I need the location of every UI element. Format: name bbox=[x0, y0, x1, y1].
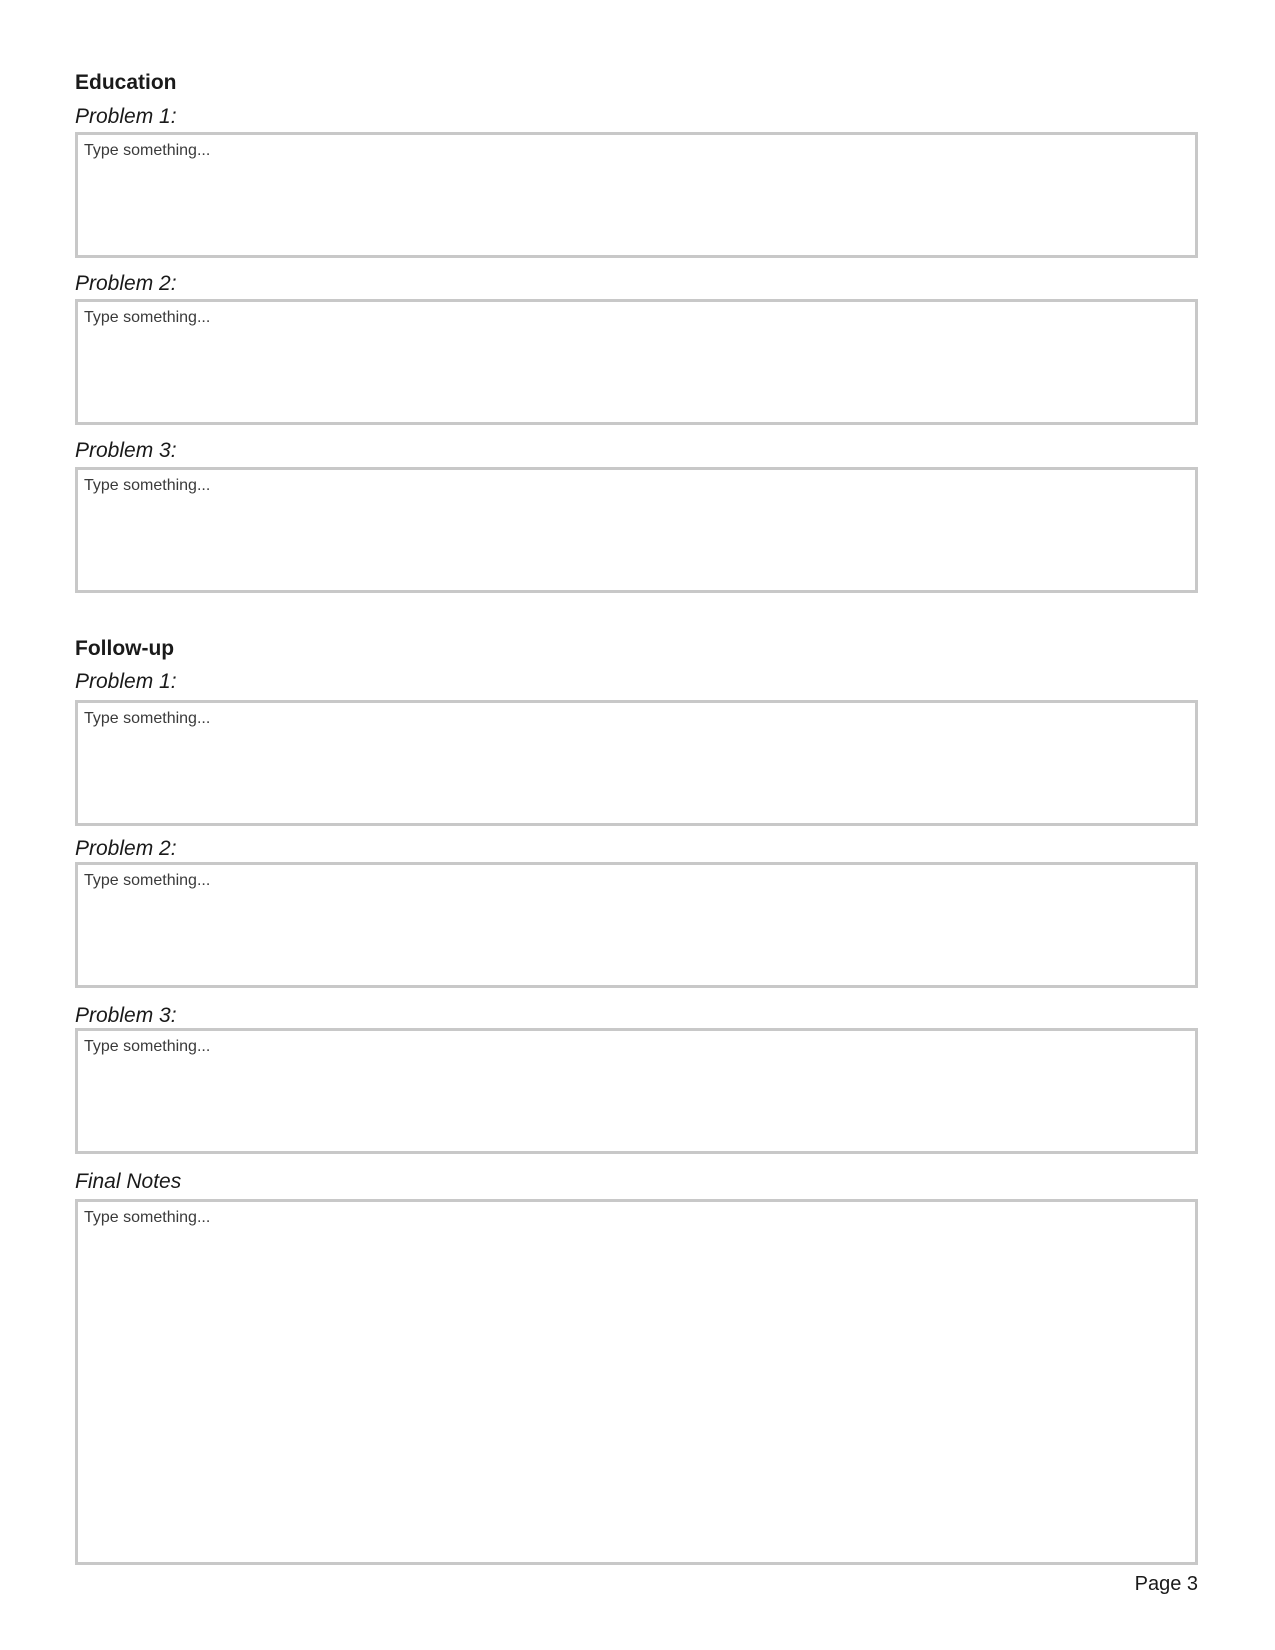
followup-problem-3-label: Problem 3: bbox=[75, 1004, 177, 1027]
followup-problem-1-label: Problem 1: bbox=[75, 670, 177, 693]
page-number: Page 3 bbox=[1134, 1573, 1198, 1595]
education-problem-1-label: Problem 1: bbox=[75, 105, 177, 128]
followup-problem-2-label: Problem 2: bbox=[75, 837, 177, 860]
education-problem-3-label: Problem 3: bbox=[75, 439, 177, 462]
followup-section-title: Follow-up bbox=[75, 637, 175, 660]
final-notes-input[interactable] bbox=[75, 1199, 1198, 1565]
followup-problem-3-input[interactable] bbox=[75, 1028, 1198, 1154]
education-problem-1-input[interactable] bbox=[75, 132, 1198, 258]
education-problem-3-input[interactable] bbox=[75, 467, 1198, 593]
followup-problem-2-input[interactable] bbox=[75, 862, 1198, 988]
education-problem-2-label: Problem 2: bbox=[75, 272, 177, 295]
final-notes-label: Final Notes bbox=[75, 1170, 182, 1193]
education-section-title: Education bbox=[75, 71, 177, 94]
education-problem-2-input[interactable] bbox=[75, 299, 1198, 425]
followup-problem-1-input[interactable] bbox=[75, 700, 1198, 826]
